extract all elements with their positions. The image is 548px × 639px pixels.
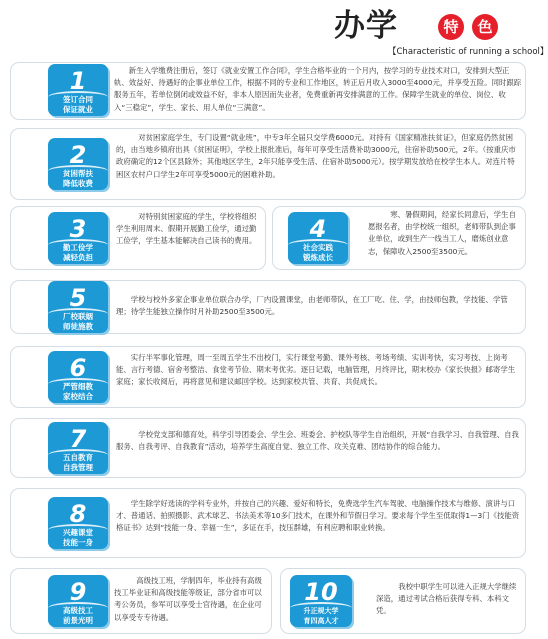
- badge-label-line1: 兴趣课堂: [63, 528, 93, 537]
- feature-badge-8: [48, 497, 108, 549]
- badge-label-line1: 厂校联姻: [63, 312, 93, 321]
- feature-badge-1: [48, 64, 108, 116]
- feature-card-6: [10, 346, 526, 408]
- feature-text-9: 高级技工班，学制四年，毕业持有高级技工毕业证和高级技能等级证，部分省市可以考公务员，参军可以享受士官待遇，在企业可以享受专专待遇。: [114, 576, 262, 622]
- feature-text-5: 学校与校外多家企事业单位联合办学，厂内设置课堂，由老师带队，在工厂吃、住、学，由技师包教，学技能、学管理；待学生能独立操作时月补助2500至3500元。: [116, 295, 508, 317]
- badge-number: 6: [69, 354, 87, 382]
- badge-number: 3: [69, 215, 87, 243]
- badge-label-line2: 减轻负担: [63, 253, 93, 262]
- badge-number: 1: [69, 67, 87, 95]
- badge-label-line1: 严管细教: [63, 382, 93, 391]
- section-header: [334, 8, 548, 60]
- badge-label-line1: 高级技工: [63, 606, 93, 615]
- feature-card-1: [10, 62, 526, 120]
- feature-badge-4: [288, 212, 348, 264]
- badge-label-line1: 签订合同: [63, 95, 93, 104]
- badge-label-line1: 社会实践: [303, 243, 333, 252]
- feature-card-3: [10, 206, 266, 270]
- badge-number: 5: [69, 284, 87, 312]
- feature-badge-6: [48, 351, 108, 403]
- header-char-te: 特: [438, 14, 464, 40]
- badge-label-line2: 师徒施教: [63, 322, 93, 331]
- feature-badge-9: [48, 575, 108, 627]
- feature-text-2: 对贫困家庭学生，专门设置“就业班”，中专3年全届只交学费6000元。对持有《国家精准扶贫证》，但家庭仍然贫困的，由当地乡镇府出具《贫困证明》，学校上报批准后，每年可享受生活费补助3000元，住宿补助500元，2年。（按重庆市政府确定的12个区县除外；其他地区学生，2年只能享受生活、住宿补助5000元）。按学期发放给在校学生本人。对连片特困区农村户口学生2年可享受5000元的困难补助。: [116, 133, 516, 179]
- feature-card-10: [280, 568, 526, 634]
- feature-card-9: [10, 568, 272, 634]
- badge-number: 7: [69, 425, 87, 453]
- badge-label-line1: 勤工俭学: [63, 243, 93, 252]
- feature-card-8: [10, 488, 526, 558]
- feature-text-10: 我校中职学生可以进入正规大学继续深造，通过考试合格后获得专科、本科文凭。: [376, 582, 517, 616]
- badge-number: 4: [309, 215, 327, 243]
- badge-label-line2: 保证就业: [63, 105, 93, 114]
- badge-label-line2: 技能一身: [63, 538, 93, 547]
- feature-badge-3: [48, 212, 108, 264]
- badge-number: 2: [69, 141, 87, 169]
- feature-badge-2: [48, 138, 108, 190]
- feature-card-7: [10, 418, 526, 478]
- header-title: 办学: [334, 8, 398, 44]
- badge-label-line2: 锻炼成长: [303, 253, 333, 262]
- header-subtitle: 【Characteristic of running a school】: [388, 47, 548, 57]
- header-char-se: 色: [472, 14, 498, 40]
- feature-badge-7: [48, 422, 108, 474]
- badge-label-line2: 降低收费: [63, 179, 93, 188]
- feature-text-7: 学校党支部和德育处，科学引导团委会、学生会、班委会、护校队等学生自治组织，开展“自我学习、自我管理、自我服务、自我考评、自我教育”活动，培养学生高度自觉、独立工作、攻关克难、团结协作的综合能力。: [116, 430, 519, 452]
- feature-badge-5: [48, 281, 108, 333]
- feature-text-6: 实行半军事化管理，周一至周五学生不出校门，实行课堂考勤、课外考核、考场考绩、实训考快，实习考技、上岗考能、言行考德、宿舍考整洁、食堂考节俭、期末考优劣。逐日记载，电脑管理，月终评比，期末校办《家长快报》邮寄学生家庭；家长收阅后，再将意见和建议邮回学校。达到家校共管、共育、共促成长。: [116, 353, 516, 387]
- badge-label-line2: 自我管理: [63, 463, 93, 472]
- feature-text-4: 寒、暑假期间，经家长同意后，学生自愿报名者，由学校统一组织，老师带队到企事业单位，或到生产一线当工人，磨炼创业意志，保障收入2500至3500元。: [368, 210, 516, 256]
- badge-label-line2: 育四高人才: [303, 617, 339, 625]
- badge-number: 8: [69, 500, 87, 528]
- feature-text-1: 新生入学缴费注册后，签订《就业安置工作合同》，学生合格毕业的一个月内，按学习的专业技术对口，安排到大型正轨、效益好、待遇好的企事业单位工作，根据不同的专业和工作地区，转正后月收入3000至4000元，并享受五险。同时跟踪服务五年，若单位倒闭或效益不好，非本人原因而失业者，免费重新再安排满意的工作。保障学生就业的单位、岗位、收入“三稳定”，学生、家长、用人单位“三满意”。: [114, 66, 522, 112]
- badge-number: 9: [69, 578, 87, 606]
- badge-label-line2: 家校结合: [63, 392, 93, 401]
- badge-label-line1: 五自教育: [63, 453, 93, 462]
- feature-text-3: 对特别贫困家庭的学生，学校将组织学生利用周末、假期开展勤工俭学，通过勤工俭学，学生基本能解决自己读书的费用。: [116, 212, 257, 246]
- feature-card-2: [10, 128, 526, 200]
- feature-badge-10: [290, 575, 352, 627]
- badge-number: 10: [304, 578, 338, 606]
- feature-card-4: [272, 206, 526, 270]
- badge-label-line1: 升正规大学: [303, 607, 339, 615]
- badge-label-line2: 前景光明: [63, 616, 93, 625]
- feature-text-8: 学生除学好选读的学科专业外，并按自己的兴趣、爱好和特长，免费选学生汽车驾驶、电脑操作技术与维修、演讲与口才、普通话、拍照摄影、武术球艺、书法美术等10多门技术，在课外和节假日学习。要求每个学生至低取得1—3门《技能资格证书》达到“技能一身、幸福一生”，多证在手，技压群雄，有利应聘和职业转换。: [116, 499, 520, 533]
- badge-label-line1: 贫困帮扶: [63, 169, 93, 178]
- feature-card-5: [10, 280, 526, 334]
